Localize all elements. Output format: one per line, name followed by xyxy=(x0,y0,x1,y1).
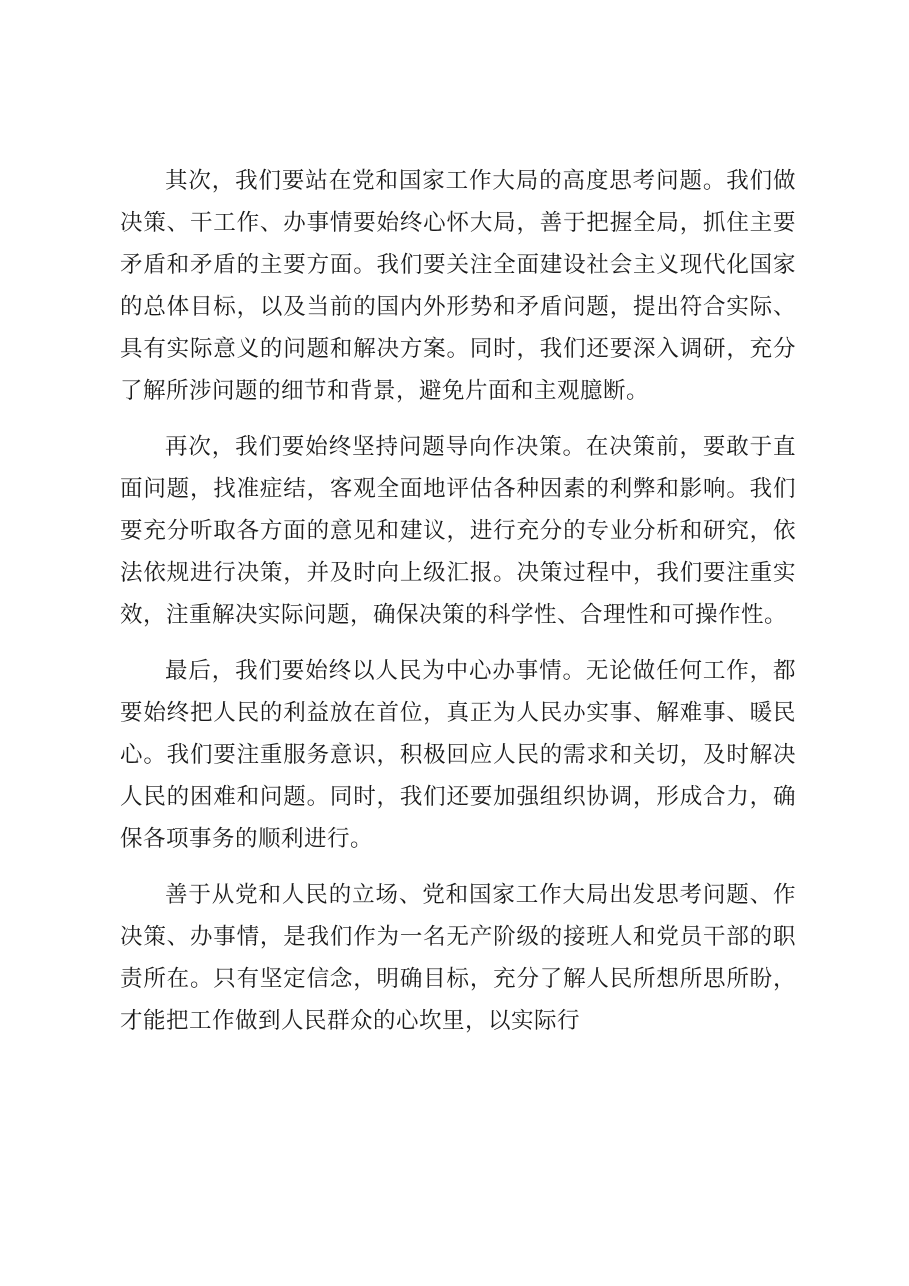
paragraph-secondly: 其次，我们要站在党和国家工作大局的高度思考问题。我们做决策、干工作、办事情要始终心怀大局，善于把握全局，抓住主要矛盾和矛盾的主要方面。我们要关注全面建设社会主义现代化国家的总体目标，以及当前的国内外形势和矛盾问题，提出符合实际、具有实际意义的问题和解决方案。同时，我们还要深入调研，充分了解所涉问题的细节和背景，避免片面和主观臆断。 xyxy=(120,168,796,404)
paragraph-conclusion: 善于从党和人民的立场、党和国家工作大局出发思考问题、作决策、办事情，是我们作为一名无产阶级的接班人和党员干部的职责所在。只有坚定信念，明确目标，充分了解人民所想所思所盼，才能把工作做到人民群众的心坎里，以实际行 xyxy=(120,882,796,1034)
paragraph-finally: 最后，我们要始终以人民为中心办事情。无论做任何工作，都要始终把人民的利益放在首位，真正为人民办实事、解难事、暖民心。我们要注重服务意识，积极回应人民的需求和关切，及时解决人民的困难和问题。同时，我们还要加强组织协调，形成合力，确保各项事务的顺利进行。 xyxy=(120,658,796,852)
paragraph-thirdly: 再次，我们要始终坚持问题导向作决策。在决策前，要敢于直面问题，找准症结，客观全面地评估各种因素的利弊和影响。我们要充分听取各方面的意见和建议，进行充分的专业分析和研究，依法依规进行决策，并及时向上级汇报。决策过程中，我们要注重实效，注重解决实际问题，确保决策的科学性、合理性和可操作性。 xyxy=(120,434,796,628)
document-body xyxy=(120,160,796,1056)
